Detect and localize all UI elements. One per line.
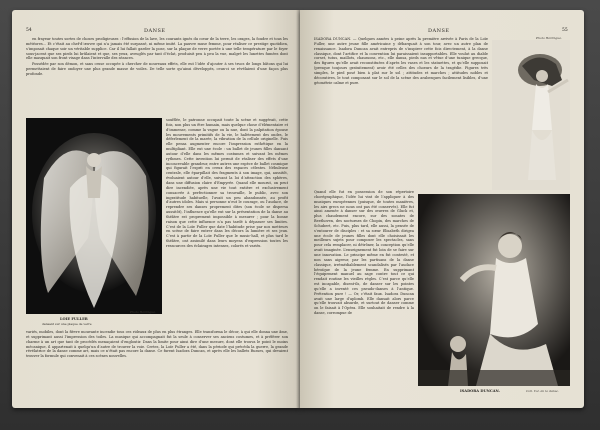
running-head: DANSE [144,28,166,34]
body-text-column [166,118,288,326]
right-page [300,10,584,408]
statue-photo-art [492,40,570,190]
page-number: 55 [562,28,568,33]
paragraph: variés, mobiles, dont la fièvre mouvante incendie tous ces rideaux de plus en plus étranges. Elle transforma le décor, à qui elle donna une âme, et supprimant aussi l’impression des toiles. La musique qui accompagnait fut la seule à conserver ses anciens costumes, et à préférer son charme à un art que tant de procédés menaçaient d’engloutir. Dans la limite pour ainsi dire d’une mesure, dont elle trouva le point le moins mécanique, il appartenait à quelqu’un d’autre de trouver la voie. Certes, la Loïe Fuller a été, dans la période qui précéda la guerre, la grande révélatrice de la danse comme art, mais ce n’était pas encore la danse. Ce furent Isadora Duncan, et après elle les ballets Russes, qui devaient trouver la formule qui convenait à ces scènes nouvelles. [26,330,288,359]
photo-caption: LOIE FULLER [60,317,88,321]
body-text-top [26,37,288,115]
photo-credit: Coll. Vol. de la danse. [526,389,559,393]
paragraph: en frayeur toutes sortes de choses prodigieuses : l’effusion de la lave, les courants ignés du cœur de la terre, les orages, la foudre et tous les météores... Et c’était au chef-d’œuvre qui n’a jamais été surpassé, ni même imité. La pauvre muse femme, pour réaliser ce prestige quotidien, s’imposait chaque soir un véritable supplice. Car il lui fallait garder la pose, sur la plaque de verre portée à une telle température par le foyer sous-jacent que ses pieds lui brûlaient et que, ses yeux, aveuglés par tant d’éclat, produisit peu à peu la vue, malgré les lunettes fumées dont elle masquait son front visage dans l’intervalle des séances. [26,37,288,61]
loie-fuller-photo [26,118,162,314]
photo-caption: ISADORA DUNCAN. [460,389,500,393]
isadora-duncan-photo-art [418,194,570,386]
paragraph: soufflée, le patronne occupait toute la scène et suggérait, cette fois, non plus un être humain, mais quelque chose d’élémentaire et d’immense, comme la vague ou la nue, dont la palpitation épouse les mouvements primitifs de la vie, le halètement des ondes, le déferlement de la marée, la vibration de la cellule originelle. Puis elle pensa augmenter encore l’impression esthétique en la multipliant. Elle eut une école : un ballet de jeunes filles dansant autour d’elle dans les mêmes costumes et suivant les mêmes rythmes. Cette invention lui permit de réaliser des effets d’une inconcevable grandeur, entre autres une espèce de ballet cosmique qui figurait l’esprit en creux des espaces célestes. Nébuleuse centrale, elle éparpillait des fragments à son image, qui, aussitôt, évoluaient autour d’elle, suivant la loi d’attraction des sphères, dans une diffusion claire d’Empyrée. Quand elle mourut, on peut dire incendiée, après une vie tout entière et exclusivement consacrée à perfectionner sa trouvaille, le public, avec son ingratitude habituelle, l’avait un peu abandonnée, au profit d’autres idoles. Mais si personne n’eut le courage, ou l’audace, de reprendre ses danses proprement dites (son école se dispersa aussitôt), l’influence qu’elle eut sur la présentation de la danse au théâtre est proprement impossible à mesurer ; pour la bonne raison que cette influence n’a pas tardé à dépasser ses limites. C’est de la Loïe Fuller que date l’habitude prise par nos metteurs en scène de faire entrer dans les décors la lumière et ses jeux. C’est à partir de la Loïe Fuller que le music-hall, et plus tard le théâtre, ont assimilé dans leurs moyens d’expression toutes les ressources des éclairages intenses, colorés et variés. [166,118,288,248]
body-text-bottom [26,330,288,396]
body-text-column [314,37,488,187]
statue-photo [492,40,570,190]
loie-fuller-photo-art [26,118,162,314]
body-text-column-2 [314,190,414,398]
left-page [12,10,300,408]
paragraph: ISADORA DUNCAN. — Quelques années à peine après la première arrivée à Paris de la Loïe Fuller, une autre jeune fille américaine y débarquait à son tour, avec un autre plan de renaissance. Isadora Duncan avait entrepris de s’inspirer cette fois directement, à la danse classique, dont l’artifice et la convention lui paraissaient insupportables. Elle voulut au diable corset, tutus, maillots, chaussons, etc., elle dansa, pieds nus et vêtue d’une tunique grecque, des figures qu’elle avait reconstituées d’après les vases et les statuettes, et qu’elle supposait (presque toujours gratuitement) avoir été celles des choeurs de la tragédie. Figures très simples, le pied posé bien à plat sur le sol ; attitudes et marches ; attitudes nobles et décoratives, le tout composant sur le sol de la scène des arabesques facilement lisibles, d’une géométrie calme et pure. [314,37,488,85]
page-number: 54 [26,28,32,33]
paragraph: Quand elle fut en possession de son répertoire chorégraphique, l’idée lui vint de l’appliquer à des musiques européennes (puisque, de toutes manières, les airs grecs ne nous ont pas été conservés). Elle fut ainsi amenée à danser sur des œuvres de Gluck et, plus chaudement encore, sur des sonates de Beethoven, des nocturnes de Chopin, des marches de Schubert, etc. Puis, plus tard, elle aussi, la pensée de s’entourer de disciples : et sa sœur Elisabeth dirigea une école de jeunes filles dont elle choisissait les meilleurs sujets pour composer les spectacles, sans pour cela remplacer, ni détrôner, la conception qu’elle avait imaginée. L’enseignement fut loin de se faire sur une innovation. Le principe même en fut contesté, et non sans aigreur, par les partisans de la danse classique, irrémédiablement scandalisés par l’audace héroïque de la jeune femme. En supprimant l’équipement manuel au sage contre tout ce qui rendait routine les vieilles règles. C’est parce qu’elle est incapable, disent-ils, de danser sur les pointes qu’elle a inventé ces pseudo-danses à l’antique. Prétention pure ! — Or, c’était faux. Isadora Duncan avait une large d’aplomb. Elle dansait alors parce qu’elle trouvait absurde, et surtout de danser comme on le faisait à l’Opéra. Elle souhaitait de rendre à la danse, corrompue de [314,190,414,316]
photo-caption-sub: dansant sur une plaque de verre [42,322,92,326]
photo-credit: Photo Harlingue. [130,310,156,314]
running-head: DANSE [428,28,450,34]
photo-credit-top: Photo Harlingue. [536,36,562,40]
isadora-duncan-photo [418,194,570,386]
paragraph: Possédée par son démon, et sans cesse occupée à chercher de nouveaux effets, elle eut l’idée d’ajouter à ses trucs de longs bâtons qui lui permettaient de faire ondoyer une plus grande masse de voiles. De telle sorte qu’ainsi développés, ceux-ci se révélaient d’une façon plus profonde. [26,62,288,76]
